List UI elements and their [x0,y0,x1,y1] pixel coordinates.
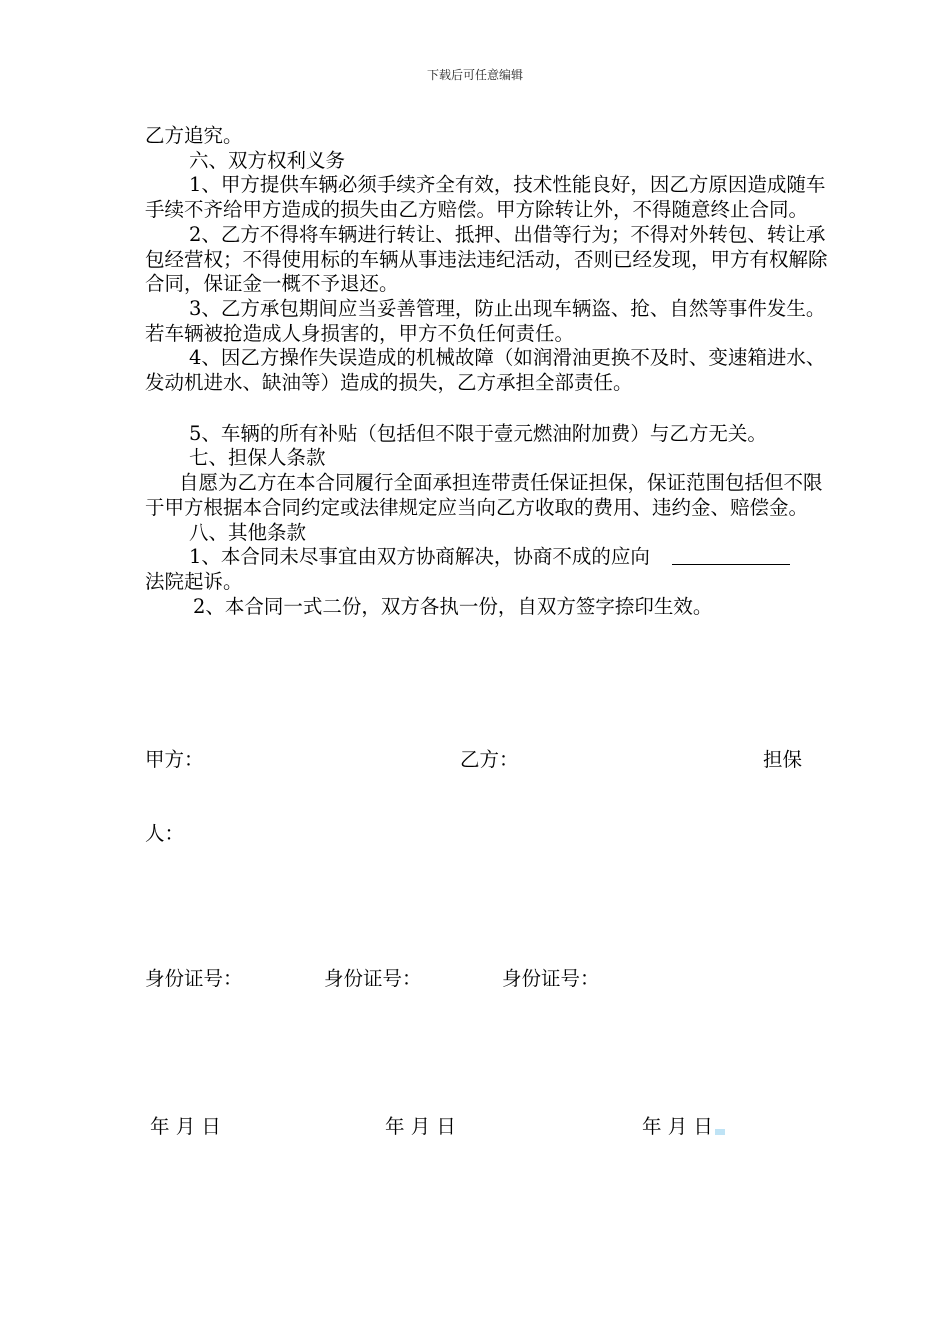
date-c-wrap [642,1115,725,1139]
section-6-item-1: 1、甲方提供车辆必须手续齐全有效，技术性能良好，因乙方原因造成随车手续不齐给甲方造成的损失由乙方赔偿。甲方除转让外，不得随意终止合同。 [145,173,826,222]
section-6-item-4: 4、因乙方操作失误造成的机械故障（如润滑油更换不及时、变速箱进水、发动机进水、缺油等）造成的损失，乙方承担全部责任。 [145,346,826,395]
paragraph-gap [145,396,835,422]
page-header: 下载后可任意编辑 [426,68,523,82]
contract-body [145,124,835,619]
section-8-title: 八、其他条款 [189,520,307,544]
party-a-label: 甲方： [145,748,204,771]
id-number-label-c: 身份证号： [502,967,600,990]
section-8-item-2: 2、本合同一式二份，双方各执一份，自双方签字捺印生效。 [193,594,713,618]
section-7-text: 自愿为乙方在本合同履行全面承担连带责任保证担保，保证范围包括但不限于甲方根据本合同约定或法律规定应当向乙方收取的费用、违约金、赔偿金。 [145,471,823,519]
intro-line: 乙方追究。 [145,124,243,147]
section-6-item-5: 5、车辆的所有补贴（包括但不限于壹元燃油附加费）与乙方无关。 [189,421,767,445]
guarantor-label-part-2: 人： [145,822,185,845]
section-8-item-1-cont: 法院起诉。 [145,569,243,593]
date-b: 年 月 日 [385,1115,456,1138]
id-number-label-b: 身份证号： [324,967,422,990]
section-8-item-1-text: 1、本合同未尽事宜由双方协商解决，协商不成的应向 [189,545,650,569]
text-cursor-marker [715,1129,725,1135]
section-7-title: 七、担保人条款 [189,446,326,470]
guarantor-label-part-1: 担保 [763,748,803,771]
date-c: 年 月 日 [642,1115,713,1138]
section-6-item-3: 3、乙方承包期间应当妥善管理，防止出现车辆盗、抢、自然等事件发生。若车辆被抢造成人身损害的，甲方不负任何责任。 [145,296,826,345]
court-name-blank [672,546,790,565]
section-6-title: 六、双方权利义务 [189,148,346,172]
party-b-label: 乙方： [460,748,519,771]
section-8-item-1 [145,545,835,570]
section-6-item-2: 2、乙方不得将车辆进行转让、抵押、出借等行为；不得对外转包、转让承包经营权；不得使用标的车辆从事违法违纪活动，否则已经发现，甲方有权解除合同，保证金一概不予退还。 [145,222,828,296]
date-a: 年 月 日 [150,1115,221,1138]
id-number-label-a: 身份证号： [145,967,243,990]
